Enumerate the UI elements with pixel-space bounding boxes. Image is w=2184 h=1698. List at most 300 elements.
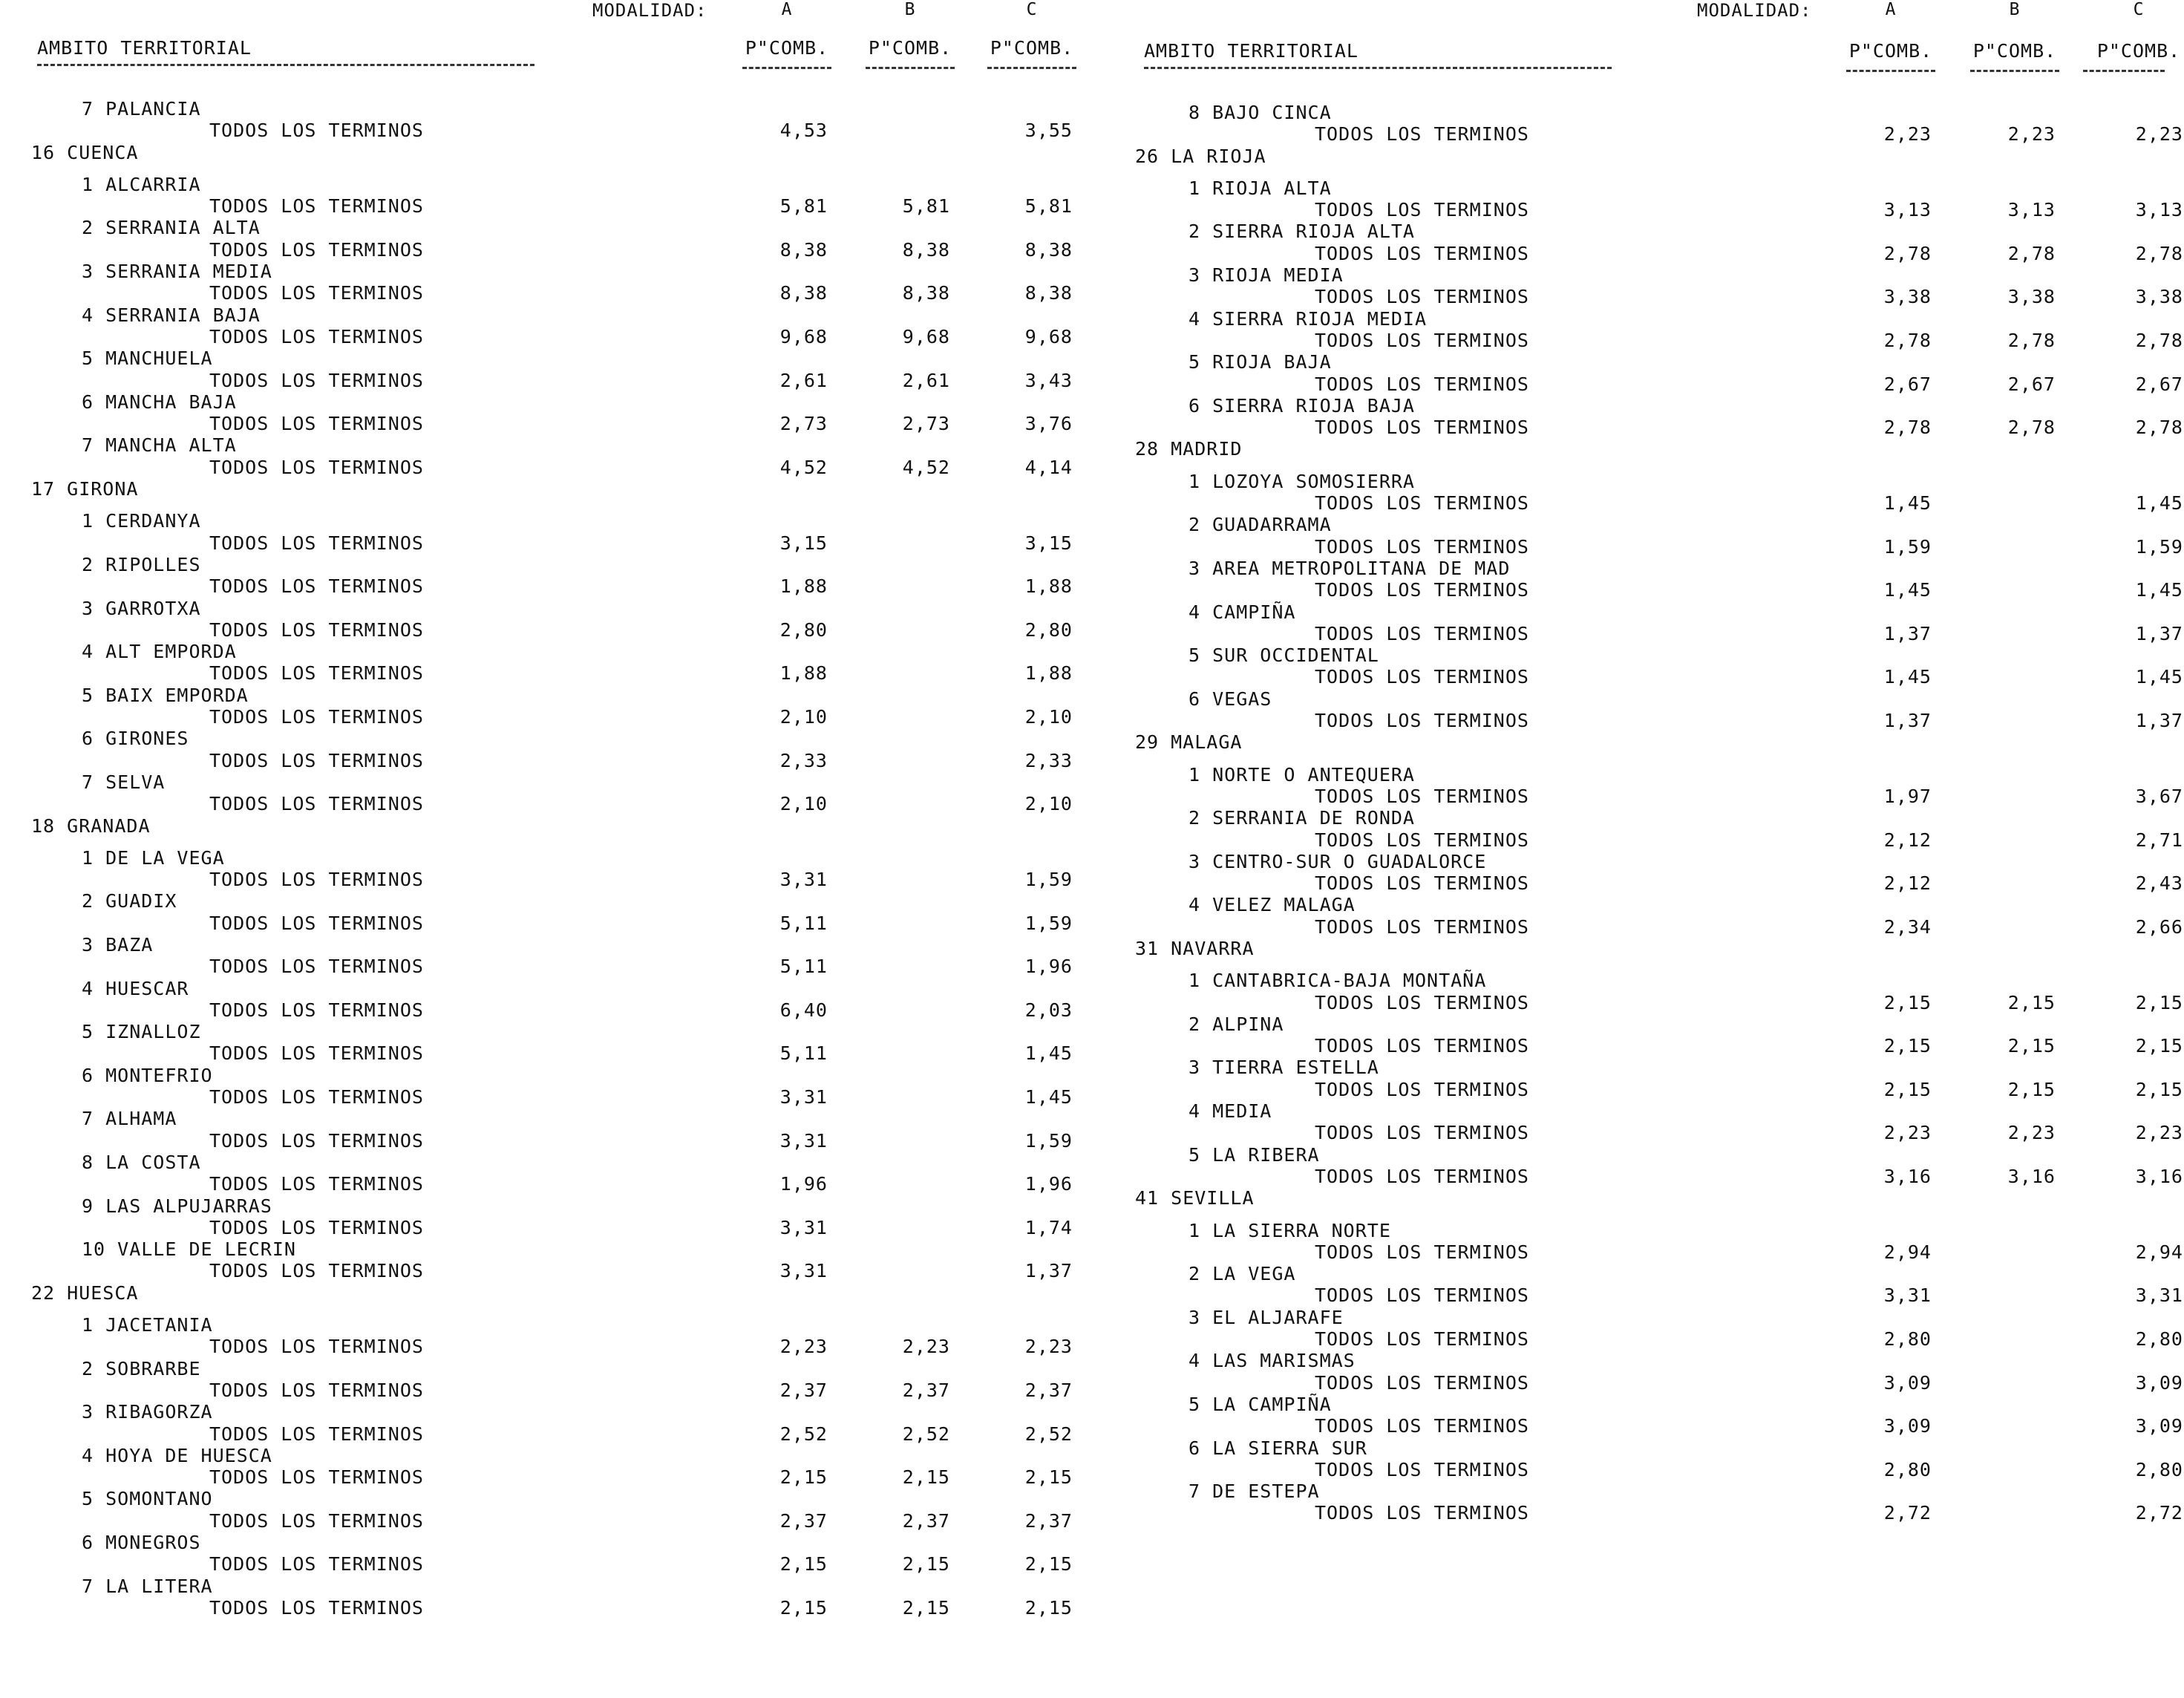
value-a: 2,15 — [779, 1466, 828, 1489]
value-c: 2,10 — [1024, 793, 1073, 815]
comarca-name: 6 MONTEFRIO — [82, 1064, 213, 1086]
terminos-row — [0, 239, 1092, 261]
comarca-row — [0, 1314, 1092, 1336]
terminos-row — [0, 1379, 1092, 1401]
value-b: 2,78 — [2007, 329, 2056, 351]
terminos-row — [1092, 1166, 2184, 1187]
value-b: 2,15 — [902, 1466, 950, 1489]
column-b-heading: P"COMB. — [868, 37, 952, 59]
comarca-name: 7 PALANCIA — [82, 98, 201, 120]
province-name: 41 SEVILLA — [1135, 1187, 1255, 1209]
value-c: 1,96 — [1024, 956, 1073, 978]
value-a: 2,34 — [1883, 915, 1932, 938]
terminos-row — [1092, 786, 2184, 807]
value-a: 2,80 — [1883, 1458, 1932, 1480]
terminos-row — [1092, 330, 2184, 351]
comarca-row — [0, 641, 1092, 662]
value-a: 2,80 — [779, 618, 828, 641]
comarca-row — [1092, 177, 2184, 199]
terminos-row — [1092, 623, 2184, 644]
value-c: 2,78 — [2135, 329, 2183, 351]
value-a: 2,61 — [779, 369, 828, 391]
value-c: 5,81 — [1024, 195, 1073, 218]
terminos-label: TODOS LOS TERMINOS — [1315, 710, 1529, 732]
comarca-name: 2 GUADIX — [82, 890, 177, 912]
value-b: 2,15 — [2007, 1035, 2056, 1057]
terminos-row — [1092, 286, 2184, 307]
value-c: 1,45 — [2135, 492, 2183, 515]
comarca-name: 5 RIOJA BAJA — [1189, 351, 1332, 373]
terminos-label: TODOS LOS TERMINOS — [209, 1173, 424, 1195]
column-c-heading: P"COMB. — [990, 37, 1074, 59]
province-name: 31 NAVARRA — [1135, 937, 1255, 959]
terminos-label: TODOS LOS TERMINOS — [1315, 1284, 1529, 1307]
terminos-label: TODOS LOS TERMINOS — [1315, 492, 1529, 515]
terminos-row — [1092, 1328, 2184, 1350]
value-b: 2,15 — [902, 1596, 950, 1619]
value-a: 2,78 — [1883, 242, 1932, 264]
terminos-label: TODOS LOS TERMINOS — [209, 869, 424, 891]
value-c: 3,38 — [2135, 286, 2183, 308]
value-a: 2,33 — [779, 749, 828, 771]
comarca-row — [1092, 1307, 2184, 1328]
comarca-name: 5 BAIX EMPORDA — [82, 684, 249, 706]
value-a: 3,09 — [1883, 1415, 1932, 1437]
comarca-name: 7 MANCHA ALTA — [82, 434, 237, 457]
comarca-name: 4 VELEZ MALAGA — [1189, 894, 1356, 916]
comarca-row — [1092, 395, 2184, 417]
value-a: 3,31 — [1883, 1284, 1932, 1307]
comarca-row — [1092, 644, 2184, 666]
terminos-label: TODOS LOS TERMINOS — [1315, 1122, 1529, 1144]
terminos-row — [0, 912, 1092, 934]
terminos-label: TODOS LOS TERMINOS — [209, 793, 424, 815]
terminos-row — [0, 956, 1092, 977]
terminos-label: TODOS LOS TERMINOS — [209, 1553, 424, 1575]
comarca-row — [0, 1108, 1092, 1129]
comarca-row — [0, 98, 1092, 120]
terminos-row — [1092, 199, 2184, 221]
value-a: 2,23 — [1883, 1122, 1932, 1144]
value-c: 2,37 — [1024, 1379, 1073, 1401]
value-a: 1,97 — [1883, 785, 1932, 807]
terminos-label: TODOS LOS TERMINOS — [1315, 872, 1529, 895]
comarca-name: 4 CAMPIÑA — [1189, 601, 1296, 623]
comarca-name: 4 HUESCAR — [82, 977, 189, 999]
comarca-row — [0, 347, 1092, 369]
terminos-label: TODOS LOS TERMINOS — [1315, 123, 1529, 146]
table-header — [0, 37, 1092, 82]
comarca-row — [1092, 308, 2184, 330]
comarca-row — [0, 304, 1092, 326]
comarca-row — [0, 261, 1092, 282]
value-a: 2,67 — [1883, 373, 1932, 395]
value-c: 2,80 — [2135, 1458, 2183, 1480]
value-c: 2,67 — [2135, 373, 2183, 395]
value-a: 2,15 — [779, 1553, 828, 1575]
terminos-row — [0, 1510, 1092, 1532]
value-c: 3,09 — [2135, 1415, 2183, 1437]
terminos-label: TODOS LOS TERMINOS — [209, 999, 424, 1021]
terminos-row — [0, 662, 1092, 684]
comarca-name: 4 SIERRA RIOJA MEDIA — [1189, 307, 1428, 330]
value-a: 4,52 — [779, 456, 828, 478]
terminos-label: TODOS LOS TERMINOS — [209, 195, 424, 218]
value-b: 8,38 — [902, 238, 950, 261]
value-c: 1,37 — [2135, 622, 2183, 644]
terminos-row — [0, 999, 1092, 1021]
value-a: 3,31 — [779, 1260, 828, 1282]
comarca-name: 1 DE LA VEGA — [82, 846, 225, 869]
province-name: 16 CUENCA — [31, 141, 139, 163]
terminos-row — [0, 1217, 1092, 1238]
comarca-name: 2 SIERRA RIOJA ALTA — [1189, 221, 1415, 243]
comarca-row — [0, 217, 1092, 238]
comarca-row — [0, 728, 1092, 749]
value-c: 2,80 — [2135, 1328, 2183, 1351]
value-c: 2,78 — [2135, 242, 2183, 264]
value-c: 2,23 — [2135, 123, 2183, 146]
terminos-row — [0, 706, 1092, 728]
comarca-row — [0, 1021, 1092, 1042]
terminos-row — [0, 1553, 1092, 1575]
value-b: 3,16 — [2007, 1165, 2056, 1187]
value-b: 2,15 — [902, 1553, 950, 1575]
value-c: 2,71 — [2135, 829, 2183, 851]
terminos-label: TODOS LOS TERMINOS — [1315, 535, 1529, 558]
value-c: 2,43 — [2135, 872, 2183, 895]
comarca-row — [1092, 351, 2184, 373]
value-c: 1,59 — [1024, 1129, 1073, 1152]
column-b-rule — [1970, 70, 2059, 72]
value-a: 2,37 — [779, 1379, 828, 1401]
comarca-row — [1092, 264, 2184, 286]
value-c: 8,38 — [1024, 238, 1073, 261]
terminos-row — [1092, 579, 2184, 601]
comarca-row — [0, 1238, 1092, 1260]
comarca-name: 4 HOYA DE HUESCA — [82, 1444, 272, 1466]
terminos-row — [0, 532, 1092, 554]
comarca-name: 8 BAJO CINCA — [1189, 102, 1332, 123]
comarca-row — [1092, 471, 2184, 492]
comarca-name: 2 LA VEGA — [1189, 1263, 1296, 1285]
value-c: 1,88 — [1024, 662, 1073, 685]
value-a: 2,80 — [1883, 1328, 1932, 1351]
value-b: 4,52 — [902, 456, 950, 478]
value-c: 2,78 — [2135, 417, 2183, 439]
comarca-name: 6 MANCHA BAJA — [82, 391, 237, 413]
terminos-label: TODOS LOS TERMINOS — [209, 413, 424, 435]
header-rule — [37, 64, 534, 66]
value-a: 8,38 — [779, 238, 828, 261]
terminos-row — [0, 1466, 1092, 1488]
terminos-label: TODOS LOS TERMINOS — [209, 238, 424, 261]
comarca-row — [0, 434, 1092, 456]
terminos-label: TODOS LOS TERMINOS — [209, 706, 424, 728]
value-b: 2,73 — [902, 413, 950, 435]
ambito-territorial-heading: AMBITO TERRITORIAL — [1144, 40, 1359, 62]
terminos-label: TODOS LOS TERMINOS — [1315, 1328, 1529, 1351]
modalidad-b: B — [2009, 0, 2021, 19]
comarca-row — [1092, 1013, 2184, 1035]
modalidad-b: B — [904, 0, 916, 19]
terminos-label: TODOS LOS TERMINOS — [209, 120, 424, 142]
value-c: 3,13 — [2135, 199, 2183, 221]
value-c: 2,15 — [1024, 1553, 1073, 1575]
comarca-row — [0, 1575, 1092, 1597]
terminos-row — [1092, 373, 2184, 395]
terminos-label: TODOS LOS TERMINOS — [1315, 417, 1529, 439]
terminos-row — [0, 1173, 1092, 1195]
comarca-name: 3 GARROTXA — [82, 597, 201, 619]
comarca-name: 7 SELVA — [82, 771, 166, 793]
comarca-row — [1092, 514, 2184, 535]
comarca-row — [0, 598, 1092, 619]
value-b: 9,68 — [902, 325, 950, 347]
value-c: 2,03 — [1024, 999, 1073, 1021]
terminos-row — [1092, 1459, 2184, 1480]
value-a: 2,72 — [1883, 1502, 1932, 1524]
comarca-row — [0, 847, 1092, 869]
comarca-name: 10 VALLE DE LECRIN — [82, 1238, 296, 1261]
value-a: 2,78 — [1883, 417, 1932, 439]
comarca-row — [0, 890, 1092, 912]
comarca-row — [0, 510, 1092, 532]
comarca-row — [0, 771, 1092, 793]
comarca-row — [1092, 1394, 2184, 1415]
value-c: 2,72 — [2135, 1502, 2183, 1524]
value-a: 3,15 — [779, 532, 828, 554]
value-a: 1,88 — [779, 662, 828, 685]
value-c: 1,45 — [1024, 1042, 1073, 1065]
province-row — [0, 1282, 1092, 1314]
comarca-name: 4 SERRANIA BAJA — [82, 304, 261, 326]
value-a: 3,31 — [779, 869, 828, 891]
value-a: 1,45 — [1883, 579, 1932, 601]
terminos-label: TODOS LOS TERMINOS — [1315, 373, 1529, 395]
terminos-row — [0, 793, 1092, 814]
value-c: 1,74 — [1024, 1216, 1073, 1238]
comarca-name: 2 RIPOLLES — [82, 553, 201, 575]
modalidad-c: C — [1026, 0, 1038, 19]
value-c: 1,59 — [1024, 912, 1073, 934]
value-c: 3,55 — [1024, 120, 1073, 142]
terminos-row — [1092, 666, 2184, 688]
value-c: 2,15 — [2135, 991, 2183, 1013]
comarca-name: 2 ALPINA — [1189, 1013, 1284, 1035]
comarca-row — [0, 934, 1092, 956]
value-c: 2,15 — [1024, 1466, 1073, 1489]
column-a-heading: P"COMB. — [1848, 40, 1933, 62]
value-a: 3,09 — [1883, 1371, 1932, 1394]
comarca-row — [0, 554, 1092, 575]
terminos-row — [1092, 492, 2184, 514]
terminos-row — [0, 750, 1092, 771]
terminos-row — [1092, 1122, 2184, 1143]
comarca-name: 5 LA RIBERA — [1189, 1143, 1320, 1166]
province-row — [1092, 146, 2184, 177]
value-a: 2,15 — [1883, 1035, 1932, 1057]
comarca-name: 5 SUR OCCIDENTAL — [1189, 644, 1379, 667]
value-b: 2,78 — [2007, 242, 2056, 264]
terminos-label: TODOS LOS TERMINOS — [1315, 1241, 1529, 1263]
value-c: 1,96 — [1024, 1173, 1073, 1195]
comarca-row — [1092, 1480, 2184, 1502]
value-b: 2,23 — [2007, 123, 2056, 146]
value-c: 3,15 — [1024, 532, 1073, 554]
value-b: 2,67 — [2007, 373, 2056, 395]
terminos-label: TODOS LOS TERMINOS — [209, 369, 424, 391]
value-a: 3,31 — [779, 1129, 828, 1152]
terminos-row — [1092, 1035, 2184, 1057]
value-a: 8,38 — [779, 282, 828, 304]
value-a: 2,10 — [779, 793, 828, 815]
terminos-row — [1092, 123, 2184, 145]
province-row — [1092, 938, 2184, 970]
comarca-row — [1092, 807, 2184, 829]
comarca-row — [0, 1401, 1092, 1423]
comarca-name: 2 SOBRARBE — [82, 1357, 201, 1379]
province-row — [0, 815, 1092, 847]
value-a: 3,16 — [1883, 1165, 1932, 1187]
comarca-row — [1092, 1220, 2184, 1241]
terminos-row — [0, 326, 1092, 347]
province-row — [0, 478, 1092, 510]
comarca-name: 5 LA CAMPIÑA — [1189, 1393, 1332, 1415]
comarca-name: 3 CENTRO-SUR O GUADALORCE — [1189, 850, 1487, 872]
value-a: 2,73 — [779, 413, 828, 435]
terminos-row — [1092, 829, 2184, 851]
table-header — [1092, 40, 2184, 85]
terminos-label: TODOS LOS TERMINOS — [209, 532, 424, 554]
comarca-name: 6 LA SIERRA SUR — [1189, 1437, 1367, 1459]
comarca-row — [1092, 894, 2184, 915]
value-c: 2,80 — [1024, 618, 1073, 641]
value-a: 2,12 — [1883, 829, 1932, 851]
comarca-name: 3 SERRANIA MEDIA — [82, 261, 272, 283]
value-a: 2,12 — [1883, 872, 1932, 895]
value-a: 2,78 — [1883, 329, 1932, 351]
value-b: 8,38 — [902, 282, 950, 304]
comarca-name: 3 AREA METROPOLITANA DE MAD — [1189, 557, 1511, 579]
value-a: 5,11 — [779, 1042, 828, 1065]
value-b: 3,13 — [2007, 199, 2056, 221]
value-c: 4,14 — [1024, 456, 1073, 478]
comarca-name: 2 GUADARRAMA — [1189, 514, 1332, 536]
terminos-label: TODOS LOS TERMINOS — [1315, 579, 1529, 601]
comarca-row — [0, 391, 1092, 413]
value-c: 2,15 — [2135, 1078, 2183, 1100]
value-c: 9,68 — [1024, 325, 1073, 347]
comarca-row — [1092, 1350, 2184, 1371]
terminos-row — [1092, 417, 2184, 438]
comarca-row — [0, 174, 1092, 195]
value-b: 5,81 — [902, 195, 950, 218]
province-row — [0, 142, 1092, 174]
terminos-label: TODOS LOS TERMINOS — [1315, 915, 1529, 938]
value-c: 2,10 — [1024, 706, 1073, 728]
ambito-territorial-heading: AMBITO TERRITORIAL — [37, 37, 252, 59]
comarca-row — [0, 978, 1092, 999]
terminos-label: TODOS LOS TERMINOS — [209, 1466, 424, 1489]
value-a: 3,13 — [1883, 199, 1932, 221]
terminos-row — [1092, 243, 2184, 264]
comarca-row — [0, 1445, 1092, 1466]
value-b: 2,15 — [2007, 991, 2056, 1013]
column-a-rule — [1846, 70, 1935, 72]
comarca-name: 6 MONEGROS — [82, 1532, 201, 1553]
province-name: 26 LA RIOJA — [1135, 145, 1266, 167]
comarca-row — [1092, 970, 2184, 991]
value-c: 8,38 — [1024, 282, 1073, 304]
terminos-label: TODOS LOS TERMINOS — [209, 956, 424, 978]
terminos-row — [1092, 1372, 2184, 1394]
left-rows — [0, 98, 1092, 1619]
comarca-row — [1092, 1263, 2184, 1284]
terminos-label: TODOS LOS TERMINOS — [209, 282, 424, 304]
value-a: 4,53 — [779, 120, 828, 142]
value-a: 1,96 — [779, 1173, 828, 1195]
comarca-row — [0, 1195, 1092, 1217]
comarca-name: 7 ALHAMA — [82, 1108, 177, 1130]
terminos-row — [0, 457, 1092, 478]
terminos-row — [1092, 1241, 2184, 1263]
terminos-label: TODOS LOS TERMINOS — [209, 912, 424, 934]
comarca-row — [1092, 1144, 2184, 1166]
terminos-row — [0, 1260, 1092, 1281]
value-a: 9,68 — [779, 325, 828, 347]
value-c: 1,45 — [1024, 1086, 1073, 1108]
terminos-label: TODOS LOS TERMINOS — [1315, 1502, 1529, 1524]
terminos-label: TODOS LOS TERMINOS — [1315, 991, 1529, 1013]
comarca-row — [1092, 764, 2184, 786]
terminos-label: TODOS LOS TERMINOS — [1315, 1035, 1529, 1057]
comarca-name: 7 DE ESTEPA — [1189, 1480, 1320, 1503]
comarca-name: 3 BAZA — [82, 933, 154, 956]
comarca-name: 1 LA SIERRA NORTE — [1189, 1219, 1391, 1241]
comarca-name: 8 LA COSTA — [82, 1151, 201, 1173]
comarca-name: 6 GIRONES — [82, 728, 189, 750]
value-a: 2,10 — [779, 706, 828, 728]
value-c: 1,37 — [1024, 1260, 1073, 1282]
comarca-row — [1092, 688, 2184, 710]
terminos-row — [0, 1042, 1092, 1064]
comarca-name: 7 LA LITERA — [82, 1575, 213, 1597]
comarca-row — [1092, 851, 2184, 872]
comarca-name: 4 LAS MARISMAS — [1189, 1350, 1356, 1372]
terminos-label: TODOS LOS TERMINOS — [209, 1336, 424, 1358]
value-a: 2,23 — [779, 1336, 828, 1358]
terminos-row — [0, 282, 1092, 304]
terminos-row — [1092, 536, 2184, 558]
comarca-name: 5 SOMONTANO — [82, 1488, 213, 1510]
value-a: 1,59 — [1883, 535, 1932, 558]
comarca-row — [0, 1488, 1092, 1509]
terminos-row — [1092, 1079, 2184, 1100]
terminos-row — [0, 869, 1092, 890]
value-c: 1,37 — [2135, 710, 2183, 732]
value-c: 3,43 — [1024, 369, 1073, 391]
value-c: 1,45 — [2135, 579, 2183, 601]
terminos-row — [0, 120, 1092, 141]
value-a: 1,45 — [1883, 666, 1932, 688]
modalidad-line — [1092, 0, 2184, 27]
value-b: 2,61 — [902, 369, 950, 391]
terminos-label: TODOS LOS TERMINOS — [1315, 1415, 1529, 1437]
terminos-label: TODOS LOS TERMINOS — [1315, 199, 1529, 221]
comarca-name: 3 RIBAGORZA — [82, 1401, 213, 1423]
value-a: 3,38 — [1883, 286, 1932, 308]
